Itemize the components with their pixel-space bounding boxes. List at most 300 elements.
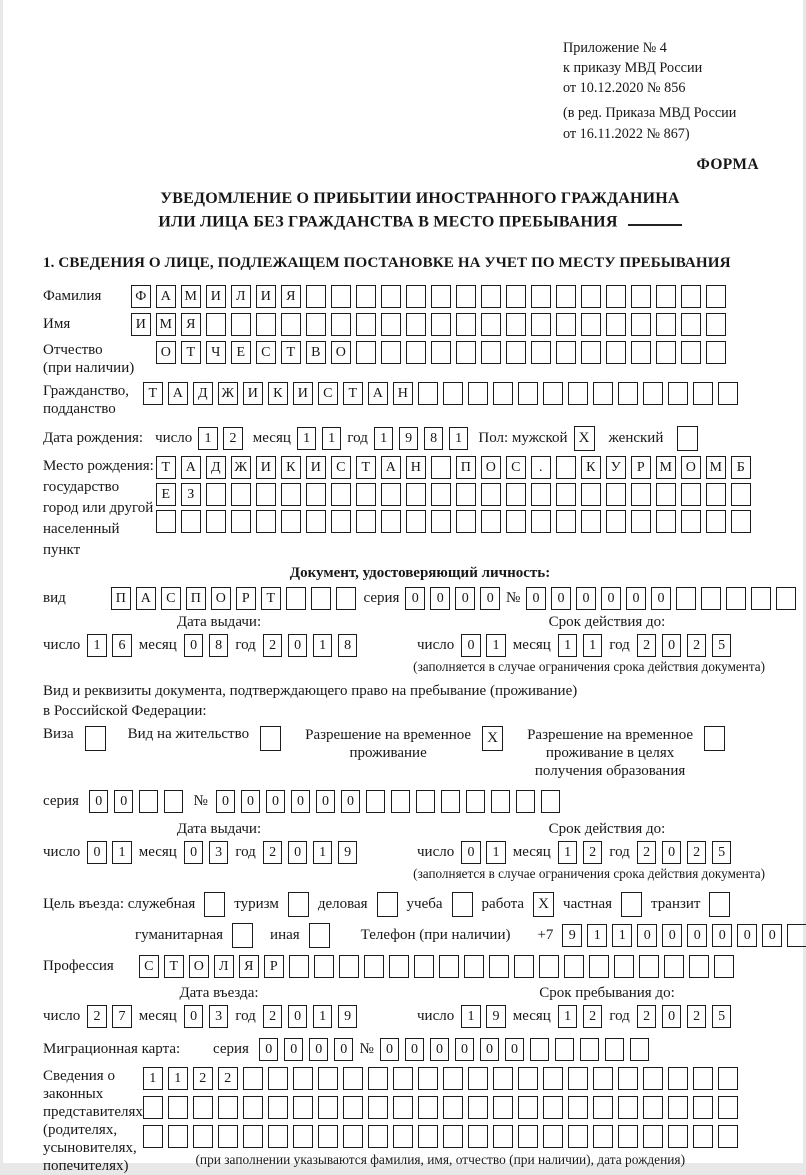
char-box[interactable] <box>506 313 526 336</box>
char-box[interactable]: Р <box>236 587 256 610</box>
char-box[interactable] <box>706 483 726 506</box>
char-box[interactable] <box>343 1096 363 1119</box>
char-box[interactable] <box>493 1125 513 1148</box>
char-box[interactable]: 1 <box>558 841 578 864</box>
char-box[interactable]: А <box>168 382 188 405</box>
char-box[interactable]: 1 <box>374 427 394 450</box>
char-box[interactable] <box>714 955 734 978</box>
char-box[interactable] <box>518 382 538 405</box>
char-box[interactable]: И <box>256 456 276 479</box>
char-box[interactable]: Д <box>193 382 213 405</box>
humanitarian-checkbox[interactable] <box>232 923 253 948</box>
char-box[interactable] <box>631 341 651 364</box>
char-box[interactable]: 5 <box>712 1005 732 1028</box>
char-box[interactable]: Я <box>181 313 201 336</box>
char-box[interactable] <box>368 1096 388 1119</box>
char-box[interactable] <box>656 285 676 308</box>
char-box[interactable] <box>581 341 601 364</box>
char-box[interactable]: О <box>211 587 231 610</box>
char-box[interactable] <box>256 510 276 533</box>
char-box[interactable] <box>243 1096 263 1119</box>
char-box[interactable] <box>431 285 451 308</box>
char-box[interactable] <box>681 483 701 506</box>
char-box[interactable]: 0 <box>259 1038 279 1061</box>
char-box[interactable]: 1 <box>558 1005 578 1028</box>
char-box[interactable] <box>606 341 626 364</box>
char-box[interactable]: И <box>206 285 226 308</box>
char-box[interactable] <box>593 1096 613 1119</box>
char-box[interactable]: 0 <box>89 790 109 813</box>
char-box[interactable] <box>493 1067 513 1090</box>
char-box[interactable] <box>618 382 638 405</box>
char-box[interactable] <box>539 955 559 978</box>
char-box[interactable]: 2 <box>687 634 707 657</box>
char-box[interactable] <box>643 382 663 405</box>
char-box[interactable] <box>568 1125 588 1148</box>
char-box[interactable]: 0 <box>455 587 475 610</box>
char-box[interactable] <box>618 1096 638 1119</box>
char-box[interactable] <box>243 1067 263 1090</box>
char-box[interactable]: Ж <box>231 456 251 479</box>
char-box[interactable]: 0 <box>184 634 204 657</box>
char-box[interactable] <box>731 510 751 533</box>
char-box[interactable] <box>656 313 676 336</box>
char-box[interactable]: О <box>156 341 176 364</box>
char-box[interactable]: Т <box>261 587 281 610</box>
char-box[interactable] <box>256 313 276 336</box>
char-box[interactable] <box>506 510 526 533</box>
char-box[interactable] <box>466 790 486 813</box>
char-box[interactable]: 2 <box>687 841 707 864</box>
char-box[interactable]: О <box>481 456 501 479</box>
char-box[interactable] <box>281 510 301 533</box>
char-box[interactable]: Т <box>181 341 201 364</box>
char-box[interactable] <box>281 313 301 336</box>
char-box[interactable] <box>456 483 476 506</box>
char-box[interactable] <box>193 1125 213 1148</box>
char-box[interactable]: 1 <box>587 924 607 947</box>
char-box[interactable] <box>356 341 376 364</box>
char-box[interactable]: 1 <box>322 427 342 450</box>
char-box[interactable]: Н <box>406 456 426 479</box>
char-box[interactable] <box>456 341 476 364</box>
char-box[interactable] <box>356 313 376 336</box>
char-box[interactable] <box>443 382 463 405</box>
char-box[interactable] <box>543 1067 563 1090</box>
char-box[interactable] <box>406 313 426 336</box>
char-box[interactable] <box>168 1096 188 1119</box>
char-box[interactable]: С <box>256 341 276 364</box>
char-box[interactable]: 0 <box>241 790 261 813</box>
char-box[interactable] <box>593 1125 613 1148</box>
char-box[interactable]: Е <box>231 341 251 364</box>
char-box[interactable] <box>481 510 501 533</box>
char-box[interactable] <box>531 341 551 364</box>
work-checkbox[interactable]: X <box>533 892 554 917</box>
char-box[interactable]: Е <box>156 483 176 506</box>
char-box[interactable] <box>701 587 721 610</box>
char-box[interactable]: . <box>531 456 551 479</box>
char-box[interactable] <box>656 483 676 506</box>
char-box[interactable] <box>556 285 576 308</box>
char-box[interactable] <box>443 1125 463 1148</box>
char-box[interactable]: 2 <box>87 1005 107 1028</box>
char-box[interactable]: 1 <box>87 634 107 657</box>
char-box[interactable] <box>726 587 746 610</box>
char-box[interactable]: 1 <box>583 634 603 657</box>
char-box[interactable] <box>593 1067 613 1090</box>
char-box[interactable] <box>143 1125 163 1148</box>
char-box[interactable]: 0 <box>601 587 621 610</box>
char-box[interactable] <box>381 510 401 533</box>
char-box[interactable]: Ч <box>206 341 226 364</box>
char-box[interactable] <box>231 483 251 506</box>
char-box[interactable]: 0 <box>480 1038 500 1061</box>
char-box[interactable]: 0 <box>712 924 732 947</box>
char-box[interactable]: С <box>139 955 159 978</box>
char-box[interactable]: 2 <box>637 841 657 864</box>
char-box[interactable] <box>643 1067 663 1090</box>
char-box[interactable] <box>318 1125 338 1148</box>
char-box[interactable] <box>306 510 326 533</box>
char-box[interactable]: Б <box>731 456 751 479</box>
char-box[interactable]: 3 <box>209 841 229 864</box>
char-box[interactable]: 2 <box>193 1067 213 1090</box>
char-box[interactable] <box>368 1125 388 1148</box>
char-box[interactable]: 0 <box>288 1005 308 1028</box>
char-box[interactable] <box>506 483 526 506</box>
char-box[interactable]: 1 <box>313 634 333 657</box>
char-box[interactable] <box>293 1125 313 1148</box>
char-box[interactable]: 0 <box>334 1038 354 1061</box>
char-box[interactable] <box>193 1096 213 1119</box>
char-box[interactable]: Я <box>281 285 301 308</box>
char-box[interactable] <box>681 510 701 533</box>
char-box[interactable] <box>530 1038 550 1061</box>
char-box[interactable]: П <box>186 587 206 610</box>
char-box[interactable] <box>606 285 626 308</box>
char-box[interactable] <box>618 1067 638 1090</box>
char-box[interactable]: 0 <box>480 587 500 610</box>
char-box[interactable] <box>418 1125 438 1148</box>
char-box[interactable]: Т <box>143 382 163 405</box>
char-box[interactable] <box>143 1096 163 1119</box>
char-box[interactable]: 0 <box>341 790 361 813</box>
char-box[interactable]: 5 <box>712 634 732 657</box>
char-box[interactable] <box>381 483 401 506</box>
char-box[interactable] <box>481 285 501 308</box>
char-box[interactable]: 0 <box>737 924 757 947</box>
char-box[interactable] <box>306 285 326 308</box>
char-box[interactable]: 1 <box>486 634 506 657</box>
char-box[interactable] <box>393 1125 413 1148</box>
purpose-official-checkbox[interactable] <box>204 892 225 917</box>
char-box[interactable] <box>656 341 676 364</box>
char-box[interactable] <box>543 382 563 405</box>
char-box[interactable] <box>693 382 713 405</box>
char-box[interactable]: Т <box>356 456 376 479</box>
char-box[interactable]: 1 <box>297 427 317 450</box>
char-box[interactable]: 1 <box>449 427 469 450</box>
char-box[interactable] <box>356 510 376 533</box>
char-box[interactable] <box>418 1067 438 1090</box>
char-box[interactable]: Н <box>393 382 413 405</box>
char-box[interactable] <box>286 587 306 610</box>
char-box[interactable]: 9 <box>486 1005 506 1028</box>
char-box[interactable] <box>718 1125 738 1148</box>
char-box[interactable] <box>418 1096 438 1119</box>
char-box[interactable]: А <box>136 587 156 610</box>
char-box[interactable]: П <box>111 587 131 610</box>
char-box[interactable] <box>731 483 751 506</box>
char-box[interactable] <box>339 955 359 978</box>
char-box[interactable] <box>156 510 176 533</box>
char-box[interactable]: 0 <box>662 841 682 864</box>
char-box[interactable] <box>581 483 601 506</box>
char-box[interactable] <box>693 1067 713 1090</box>
char-box[interactable]: 6 <box>112 634 132 657</box>
char-box[interactable] <box>289 955 309 978</box>
char-box[interactable] <box>139 790 159 813</box>
char-box[interactable] <box>631 313 651 336</box>
char-box[interactable] <box>543 1096 563 1119</box>
rvp-checkbox[interactable]: X <box>482 726 503 751</box>
char-box[interactable] <box>206 483 226 506</box>
char-box[interactable]: 1 <box>198 427 218 450</box>
sex-female-checkbox[interactable] <box>677 426 698 451</box>
char-box[interactable]: 7 <box>112 1005 132 1028</box>
char-box[interactable]: 2 <box>218 1067 238 1090</box>
char-box[interactable] <box>318 1096 338 1119</box>
char-box[interactable]: 1 <box>486 841 506 864</box>
char-box[interactable] <box>406 510 426 533</box>
char-box[interactable]: М <box>181 285 201 308</box>
char-box[interactable] <box>231 510 251 533</box>
char-box[interactable] <box>366 790 386 813</box>
char-box[interactable]: 9 <box>562 924 582 947</box>
char-box[interactable] <box>281 483 301 506</box>
char-box[interactable] <box>268 1096 288 1119</box>
char-box[interactable]: Т <box>281 341 301 364</box>
char-box[interactable]: И <box>306 456 326 479</box>
char-box[interactable]: Я <box>239 955 259 978</box>
char-box[interactable]: 1 <box>558 634 578 657</box>
char-box[interactable] <box>439 955 459 978</box>
char-box[interactable]: 0 <box>455 1038 475 1061</box>
char-box[interactable] <box>468 1125 488 1148</box>
char-box[interactable] <box>581 285 601 308</box>
char-box[interactable]: О <box>189 955 209 978</box>
char-box[interactable] <box>464 955 484 978</box>
char-box[interactable] <box>664 955 684 978</box>
char-box[interactable] <box>776 587 796 610</box>
char-box[interactable] <box>431 510 451 533</box>
char-box[interactable] <box>168 1125 188 1148</box>
char-box[interactable] <box>631 285 651 308</box>
char-box[interactable]: 2 <box>223 427 243 450</box>
char-box[interactable] <box>268 1067 288 1090</box>
char-box[interactable] <box>556 510 576 533</box>
char-box[interactable]: Ж <box>218 382 238 405</box>
private-checkbox[interactable] <box>621 892 642 917</box>
char-box[interactable]: М <box>656 456 676 479</box>
char-box[interactable] <box>689 955 709 978</box>
char-box[interactable] <box>368 1067 388 1090</box>
char-box[interactable]: 2 <box>637 634 657 657</box>
char-box[interactable] <box>393 1096 413 1119</box>
char-box[interactable]: 1 <box>143 1067 163 1090</box>
char-box[interactable]: 0 <box>461 841 481 864</box>
char-box[interactable]: А <box>181 456 201 479</box>
char-box[interactable]: Т <box>164 955 184 978</box>
char-box[interactable]: 2 <box>263 1005 283 1028</box>
char-box[interactable]: Р <box>631 456 651 479</box>
char-box[interactable] <box>431 483 451 506</box>
char-box[interactable] <box>718 1096 738 1119</box>
char-box[interactable]: О <box>331 341 351 364</box>
char-box[interactable]: 0 <box>662 1005 682 1028</box>
char-box[interactable] <box>468 1067 488 1090</box>
char-box[interactable]: М <box>706 456 726 479</box>
char-box[interactable] <box>356 285 376 308</box>
other-checkbox[interactable] <box>309 923 330 948</box>
char-box[interactable] <box>556 341 576 364</box>
char-box[interactable] <box>656 510 676 533</box>
char-box[interactable]: У <box>606 456 626 479</box>
char-box[interactable] <box>268 1125 288 1148</box>
char-box[interactable]: 2 <box>637 1005 657 1028</box>
char-box[interactable] <box>418 382 438 405</box>
char-box[interactable] <box>431 456 451 479</box>
char-box[interactable]: 1 <box>313 841 333 864</box>
rvp-edu-checkbox[interactable] <box>704 726 725 751</box>
char-box[interactable] <box>555 1038 575 1061</box>
char-box[interactable]: 0 <box>626 587 646 610</box>
char-box[interactable] <box>706 313 726 336</box>
char-box[interactable] <box>306 483 326 506</box>
char-box[interactable] <box>181 510 201 533</box>
char-box[interactable] <box>518 1067 538 1090</box>
char-box[interactable]: 0 <box>405 587 425 610</box>
char-box[interactable] <box>568 1067 588 1090</box>
char-box[interactable] <box>639 955 659 978</box>
char-box[interactable]: С <box>506 456 526 479</box>
char-box[interactable] <box>441 790 461 813</box>
char-box[interactable] <box>581 510 601 533</box>
char-box[interactable]: И <box>256 285 276 308</box>
char-box[interactable]: 0 <box>184 1005 204 1028</box>
char-box[interactable] <box>676 587 696 610</box>
char-box[interactable] <box>331 510 351 533</box>
char-box[interactable] <box>489 955 509 978</box>
char-box[interactable] <box>630 1038 650 1061</box>
char-box[interactable]: 2 <box>583 1005 603 1028</box>
char-box[interactable]: 0 <box>288 634 308 657</box>
char-box[interactable]: 0 <box>551 587 571 610</box>
char-box[interactable]: К <box>268 382 288 405</box>
char-box[interactable]: Л <box>231 285 251 308</box>
char-box[interactable]: 0 <box>114 790 134 813</box>
char-box[interactable] <box>331 313 351 336</box>
char-box[interactable]: 0 <box>505 1038 525 1061</box>
char-box[interactable] <box>293 1096 313 1119</box>
char-box[interactable]: 0 <box>651 587 671 610</box>
char-box[interactable] <box>243 1125 263 1148</box>
char-box[interactable]: 0 <box>284 1038 304 1061</box>
char-box[interactable] <box>606 483 626 506</box>
char-box[interactable]: 1 <box>168 1067 188 1090</box>
char-box[interactable] <box>406 341 426 364</box>
char-box[interactable]: 0 <box>87 841 107 864</box>
char-box[interactable] <box>668 1125 688 1148</box>
char-box[interactable] <box>356 483 376 506</box>
char-box[interactable] <box>606 313 626 336</box>
char-box[interactable]: 0 <box>662 634 682 657</box>
char-box[interactable]: 0 <box>380 1038 400 1061</box>
char-box[interactable]: 1 <box>461 1005 481 1028</box>
char-box[interactable]: С <box>161 587 181 610</box>
char-box[interactable]: 1 <box>612 924 632 947</box>
char-box[interactable] <box>516 790 536 813</box>
char-box[interactable]: А <box>368 382 388 405</box>
char-box[interactable] <box>493 382 513 405</box>
char-box[interactable] <box>391 790 411 813</box>
char-box[interactable]: М <box>156 313 176 336</box>
char-box[interactable] <box>556 456 576 479</box>
char-box[interactable] <box>556 313 576 336</box>
char-box[interactable] <box>314 955 334 978</box>
char-box[interactable] <box>493 1096 513 1119</box>
char-box[interactable] <box>514 955 534 978</box>
char-box[interactable] <box>331 285 351 308</box>
char-box[interactable]: 0 <box>461 634 481 657</box>
char-box[interactable]: 2 <box>263 634 283 657</box>
char-box[interactable] <box>481 313 501 336</box>
char-box[interactable]: 2 <box>263 841 283 864</box>
char-box[interactable]: 0 <box>687 924 707 947</box>
study-checkbox[interactable] <box>452 892 473 917</box>
char-box[interactable]: С <box>318 382 338 405</box>
char-box[interactable] <box>389 955 409 978</box>
char-box[interactable] <box>556 483 576 506</box>
char-box[interactable]: 0 <box>288 841 308 864</box>
residence-permit-checkbox[interactable] <box>260 726 281 751</box>
char-box[interactable] <box>631 510 651 533</box>
char-box[interactable] <box>614 955 634 978</box>
char-box[interactable]: И <box>243 382 263 405</box>
char-box[interactable] <box>643 1096 663 1119</box>
char-box[interactable]: 0 <box>266 790 286 813</box>
char-box[interactable] <box>568 382 588 405</box>
char-box[interactable]: 0 <box>316 790 336 813</box>
char-box[interactable]: А <box>156 285 176 308</box>
char-box[interactable] <box>443 1096 463 1119</box>
char-box[interactable] <box>206 313 226 336</box>
char-box[interactable]: 0 <box>576 587 596 610</box>
char-box[interactable]: А <box>381 456 401 479</box>
transit-checkbox[interactable] <box>709 892 730 917</box>
char-box[interactable]: П <box>456 456 476 479</box>
char-box[interactable]: 0 <box>637 924 657 947</box>
char-box[interactable]: 9 <box>338 1005 358 1028</box>
char-box[interactable]: О <box>681 456 701 479</box>
char-box[interactable]: 0 <box>309 1038 329 1061</box>
char-box[interactable] <box>518 1096 538 1119</box>
char-box[interactable]: 5 <box>712 841 732 864</box>
char-box[interactable] <box>668 1067 688 1090</box>
char-box[interactable] <box>393 1067 413 1090</box>
char-box[interactable]: 8 <box>338 634 358 657</box>
